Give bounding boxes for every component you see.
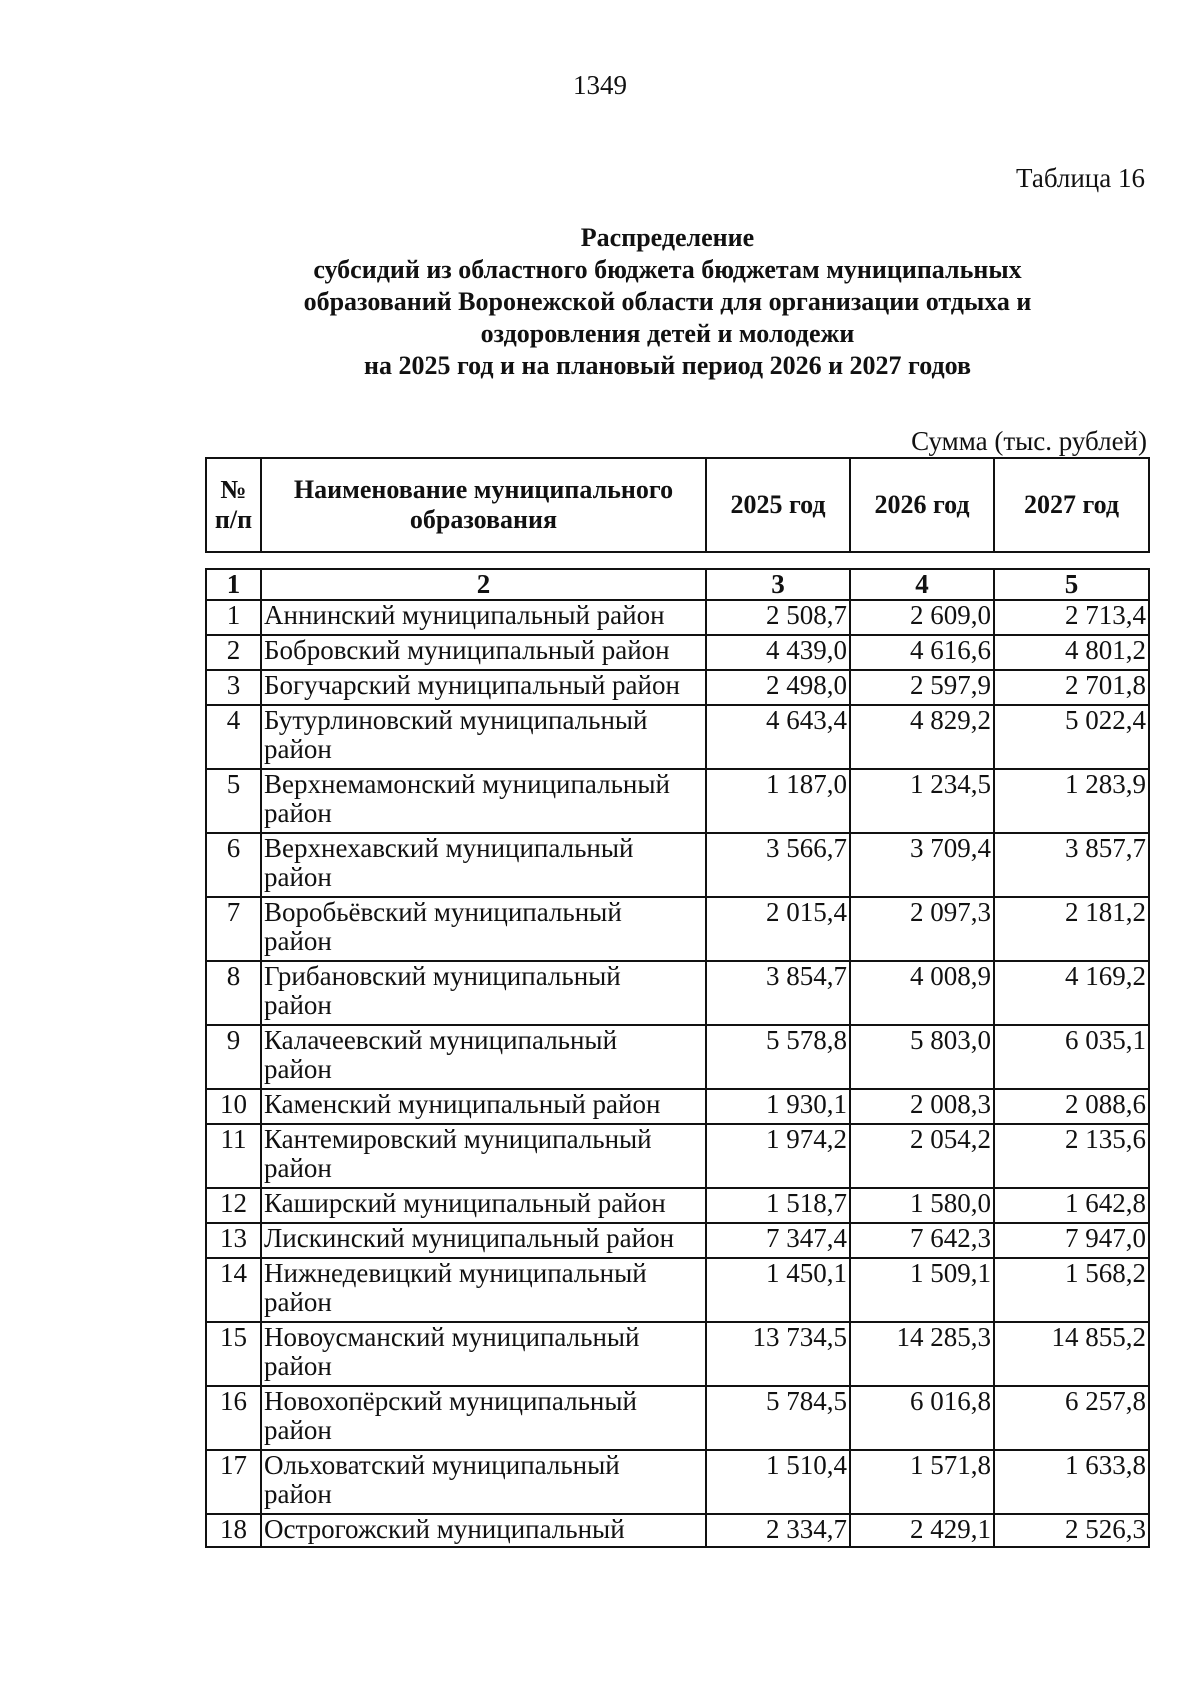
page-number: 1349: [573, 70, 627, 100]
value-2025: 2 334,7: [706, 1514, 850, 1547]
table-row: [206, 1025, 1149, 1089]
municipality-name: [261, 1386, 706, 1450]
header-name: [261, 458, 706, 552]
table-row: [206, 1188, 1149, 1223]
column-number: 1: [206, 569, 261, 600]
table-row: [206, 1450, 1149, 1514]
header-2026: 2026 год: [850, 458, 994, 552]
value-2025: 1 187,0: [706, 769, 850, 833]
municipality-name-line2: район: [264, 1415, 332, 1445]
table-row: [206, 1514, 1149, 1547]
row-number: 11: [206, 1124, 261, 1188]
municipality-name-line1: Бутурлиновский муниципальный: [264, 705, 648, 735]
value-2026: 7 642,3: [850, 1223, 994, 1258]
value-2026: 4 829,2: [850, 705, 994, 769]
row-number: 15: [206, 1322, 261, 1386]
municipality-name-line1: Верхнехавский муниципальный: [264, 833, 634, 863]
header-number-line1: №: [220, 475, 247, 504]
table-row: [206, 769, 1149, 833]
row-number: 6: [206, 833, 261, 897]
value-2025: 1 974,2: [706, 1124, 850, 1188]
municipality-name: [261, 670, 706, 705]
document-title: [120, 222, 1200, 382]
municipality-name-line1: Каменский муниципальный район: [264, 1089, 661, 1119]
row-number: 8: [206, 961, 261, 1025]
municipality-name-line1: Калачеевский муниципальный: [264, 1025, 618, 1055]
header-number: [206, 458, 261, 552]
data-table: [205, 568, 1150, 1548]
municipality-name-line1: Ольховатский муниципальный: [264, 1450, 620, 1480]
value-2026: 2 609,0: [850, 600, 994, 635]
value-2025: 3 566,7: [706, 833, 850, 897]
value-2027: 1 568,2: [994, 1258, 1149, 1322]
municipality-name-line2: район: [264, 862, 332, 892]
header-name-line1: Наименование муниципального: [293, 475, 674, 504]
value-2027: 1 633,8: [994, 1450, 1149, 1514]
table-row: [206, 1223, 1149, 1258]
municipality-name-line1: Лискинский муниципальный район: [264, 1223, 675, 1253]
municipality-name-line1: Воробьёвский муниципальный: [264, 897, 622, 927]
row-number: 17: [206, 1450, 261, 1514]
table-row: [206, 1124, 1149, 1188]
column-number: 4: [850, 569, 994, 600]
municipality-name-line1: Новоусманский муниципальный: [264, 1322, 640, 1352]
value-2026: 2 429,1: [850, 1514, 994, 1547]
municipality-name: [261, 705, 706, 769]
municipality-name-line2: район: [264, 990, 332, 1020]
value-2025: 1 450,1: [706, 1258, 850, 1322]
title-line: Распределение: [580, 223, 755, 252]
value-2026: 4 008,9: [850, 961, 994, 1025]
value-2027: 1 283,9: [994, 769, 1149, 833]
title-line: образований Воронежской области для организации отдыха и: [303, 287, 1032, 316]
municipality-name: [261, 897, 706, 961]
value-2027: 6 035,1: [994, 1025, 1149, 1089]
value-2027: 1 642,8: [994, 1188, 1149, 1223]
municipality-name: [261, 1223, 706, 1258]
value-2026: 3 709,4: [850, 833, 994, 897]
column-number: 3: [706, 569, 850, 600]
title-line: на 2025 год и на плановый период 2026 и 2027 годов: [363, 351, 972, 380]
value-2027: 2 135,6: [994, 1124, 1149, 1188]
municipality-name: [261, 833, 706, 897]
municipality-name: [261, 961, 706, 1025]
value-2026: 1 234,5: [850, 769, 994, 833]
value-2027: 5 022,4: [994, 705, 1149, 769]
table-header: [205, 457, 1150, 553]
row-number: 9: [206, 1025, 261, 1089]
municipality-name-line1: Новохопёрский муниципальный: [264, 1386, 637, 1416]
header-name-line2: образования: [409, 505, 558, 534]
municipality-name: [261, 769, 706, 833]
municipality-name-line2: район: [264, 734, 332, 764]
municipality-name: [261, 1188, 706, 1223]
municipality-name-line2: район: [264, 1287, 332, 1317]
municipality-name-line2: район: [264, 798, 332, 828]
row-number: 1: [206, 600, 261, 635]
value-2025: 1 930,1: [706, 1089, 850, 1124]
value-2025: 5 578,8: [706, 1025, 850, 1089]
municipality-name: [261, 635, 706, 670]
municipality-name-line2: район: [264, 1479, 332, 1509]
municipality-name-line2: район: [264, 1054, 332, 1084]
table-row: [206, 670, 1149, 705]
value-2027: 2 713,4: [994, 600, 1149, 635]
municipality-name: [261, 1089, 706, 1124]
value-2025: 4 439,0: [706, 635, 850, 670]
row-number: 2: [206, 635, 261, 670]
row-number: 4: [206, 705, 261, 769]
value-2026: 2 097,3: [850, 897, 994, 961]
row-number: 10: [206, 1089, 261, 1124]
row-number: 3: [206, 670, 261, 705]
value-2026: 1 509,1: [850, 1258, 994, 1322]
row-number: 16: [206, 1386, 261, 1450]
header-2027: 2027 год: [994, 458, 1149, 552]
value-2026: 6 016,8: [850, 1386, 994, 1450]
municipality-name: [261, 1258, 706, 1322]
column-number-row: [206, 569, 1149, 600]
municipality-name: [261, 600, 706, 635]
municipality-name-line1: Бобровский муниципальный район: [264, 635, 670, 665]
value-2026: 4 616,6: [850, 635, 994, 670]
value-2027: 4 169,2: [994, 961, 1149, 1025]
value-2027: 6 257,8: [994, 1386, 1149, 1450]
municipality-name: [261, 1322, 706, 1386]
municipality-name-line2: район: [264, 926, 332, 956]
value-2027: 3 857,7: [994, 833, 1149, 897]
table-row: [206, 1258, 1149, 1322]
table-row: [206, 1322, 1149, 1386]
table-body: [206, 569, 1149, 1547]
value-2025: 13 734,5: [706, 1322, 850, 1386]
value-2026: 2 597,9: [850, 670, 994, 705]
table-label: Таблица 16: [1016, 163, 1145, 193]
value-2027: 14 855,2: [994, 1322, 1149, 1386]
header-2025: 2025 год: [706, 458, 850, 552]
table-row: [206, 1089, 1149, 1124]
value-2026: 2 054,2: [850, 1124, 994, 1188]
municipality-name: [261, 1450, 706, 1514]
column-number: 5: [994, 569, 1149, 600]
municipality-name-line1: Каширский муниципальный район: [264, 1188, 666, 1218]
value-2026: 1 571,8: [850, 1450, 994, 1514]
units-label: Сумма (тыс. рублей): [911, 426, 1147, 456]
municipality-name-line1: Аннинский муниципальный район: [264, 600, 665, 630]
value-2027: 2 181,2: [994, 897, 1149, 961]
row-number: 12: [206, 1188, 261, 1223]
value-2027: 2 088,6: [994, 1089, 1149, 1124]
value-2025: 1 518,7: [706, 1188, 850, 1223]
municipality-name-line1: Богучарский муниципальный район: [264, 670, 680, 700]
value-2026: 14 285,3: [850, 1322, 994, 1386]
value-2027: 2 701,8: [994, 670, 1149, 705]
value-2025: 5 784,5: [706, 1386, 850, 1450]
column-number: 2: [261, 569, 706, 600]
table-row: [206, 897, 1149, 961]
municipality-name-line1: Верхнемамонский муниципальный: [264, 769, 670, 799]
title-line: оздоровления детей и молодежи: [480, 319, 855, 348]
municipality-name-line1: Кантемировский муниципальный: [264, 1124, 652, 1154]
municipality-name-line2: район: [264, 1153, 332, 1183]
value-2027: 4 801,2: [994, 635, 1149, 670]
row-number: 13: [206, 1223, 261, 1258]
municipality-name: [261, 1025, 706, 1089]
municipality-name-line2: район: [264, 1351, 332, 1381]
value-2025: 4 643,4: [706, 705, 850, 769]
row-number: 7: [206, 897, 261, 961]
municipality-name-line1: Грибановский муниципальный: [264, 961, 621, 991]
value-2025: 3 854,7: [706, 961, 850, 1025]
row-number: 5: [206, 769, 261, 833]
title-line: субсидий из областного бюджета бюджетам муниципальных: [313, 255, 1022, 284]
value-2026: 2 008,3: [850, 1089, 994, 1124]
table-row: [206, 961, 1149, 1025]
value-2027: 2 526,3: [994, 1514, 1149, 1547]
value-2025: 2 498,0: [706, 670, 850, 705]
table-row: [206, 1386, 1149, 1450]
header-number-line2: п/п: [214, 505, 253, 534]
value-2027: 7 947,0: [994, 1223, 1149, 1258]
value-2025: 7 347,4: [706, 1223, 850, 1258]
value-2026: 1 580,0: [850, 1188, 994, 1223]
row-number: 18: [206, 1514, 261, 1547]
table-row: [206, 705, 1149, 769]
row-number: 14: [206, 1258, 261, 1322]
municipality-name-line1: Нижнедевицкий муниципальный: [264, 1258, 647, 1288]
value-2025: 1 510,4: [706, 1450, 850, 1514]
value-2025: 2 015,4: [706, 897, 850, 961]
value-2026: 5 803,0: [850, 1025, 994, 1089]
municipality-name: [261, 1124, 706, 1188]
value-2025: 2 508,7: [706, 600, 850, 635]
table-row: [206, 600, 1149, 635]
table-row: [206, 635, 1149, 670]
municipality-name: [261, 1514, 706, 1547]
table-row: [206, 833, 1149, 897]
municipality-name-line1: Острогожский муниципальный: [264, 1514, 625, 1544]
